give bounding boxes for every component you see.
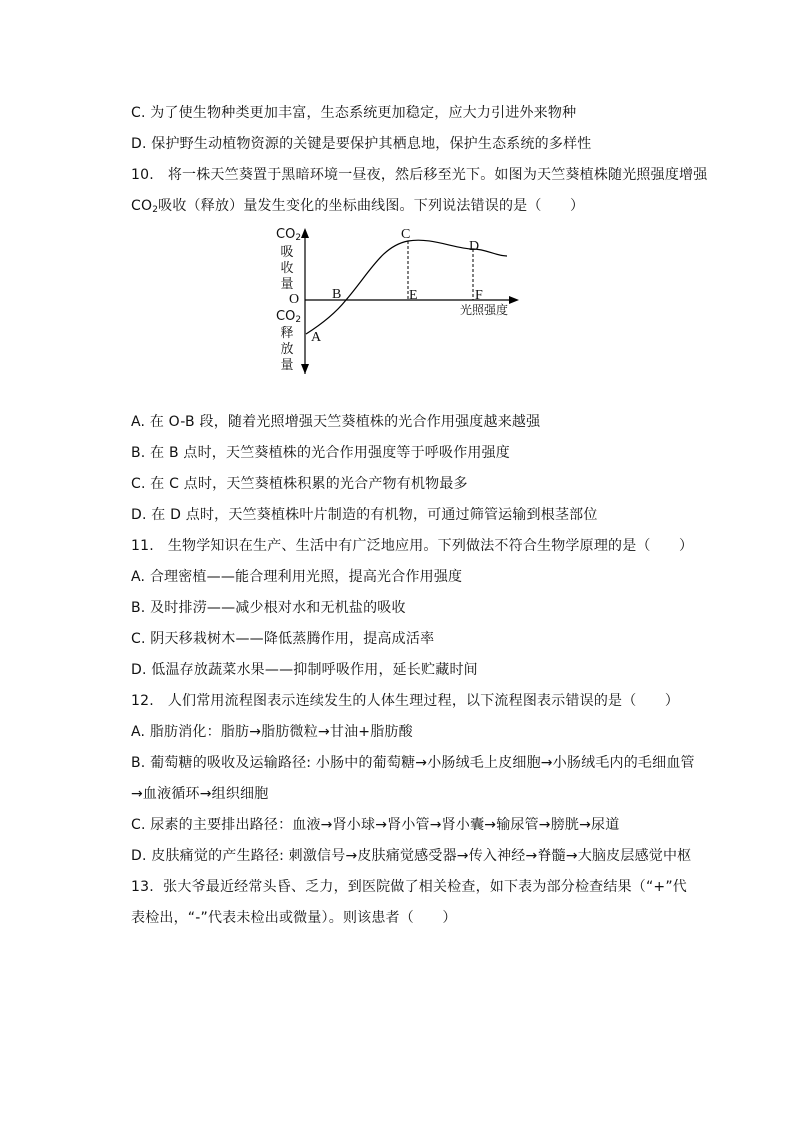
point-a-label: A	[311, 330, 322, 345]
y-axis-top-label-char-2: 收	[280, 261, 294, 276]
y-axis-top-label-co2: $CO_2$	[276, 227, 302, 243]
option-a-q12: A. 脂肪消化：脂肪→脂肪微粒→甘油+脂肪酸	[131, 724, 413, 740]
point-c-label: C	[401, 227, 411, 242]
co2-text: CO	[131, 198, 153, 214]
point-e-label: E	[409, 288, 418, 303]
y-axis-top-label-char-1: 吸	[280, 245, 294, 260]
co2-subscript: 2	[152, 205, 159, 215]
question-13-stem-cont: 表检出，“-”代表未检出或微量）。则该患者（ ）	[131, 910, 457, 926]
option-c-q11: C. 阴天移栽树木——降低蒸腾作用，提高成活率	[131, 631, 435, 647]
option-a-q10: A. 在 O-B 段，随着光照增强天竺葵植株的光合作用强度越来越强	[131, 414, 541, 430]
option-b-q12-cont: →血液循环→组织细胞	[131, 786, 269, 802]
option-d-q11: D. 低温存放蔬菜水果——抑制呼吸作用，延长贮藏时间	[131, 662, 478, 678]
point-d-label: D	[469, 239, 480, 254]
question-13-stem: 13. 张大爷最近经常头昏、乏力，到医院做了相关检查，如下表为部分检查结果（“+”代	[131, 879, 687, 895]
x-axis-label: 光照强度	[460, 303, 509, 317]
y-axis-bottom-label-co2: $CO_2$	[276, 309, 302, 325]
question-10-stem-rest: 吸收（释放）量发生变化的坐标曲线图。下列说法错误的是（ ）	[158, 198, 585, 214]
option-d-q10: D. 在 D 点时，天竺葵植株叶片制造的有机物，可通过筛管运输到根茎部位	[131, 507, 598, 523]
y-axis-bottom-label-char-3: 量	[280, 358, 294, 373]
y-axis-arrow-down	[301, 364, 309, 374]
point-b-label: B	[332, 287, 342, 302]
co2-curve-figure	[270, 224, 530, 376]
option-b-q10: B. 在 B 点时，天竺葵植株的光合作用强度等于呼吸作用强度	[131, 445, 511, 461]
point-f-label: F	[475, 288, 483, 303]
option-b-q12: B. 葡萄糖的吸收及运输路径: 小肠中的葡萄糖→小肠绒毛上皮细胞→小肠绒毛内的毛细血管	[131, 755, 695, 771]
option-d-q9: D. 保护野生动植物资源的关键是要保护其栖息地，保护生态系统的多样性	[131, 136, 592, 152]
option-c-q10: C. 在 C 点时，天竺葵植株积累的光合产物有机物最多	[131, 476, 468, 492]
y-axis-bottom-label-char-1: 释	[280, 326, 294, 341]
x-axis-arrow	[509, 296, 519, 304]
question-11-stem: 11. 生物学知识在生产、生活中有广泛地应用。下列做法不符合生物学原理的是（ ）	[131, 538, 694, 554]
option-c-q9: C. 为了使生物种类更加丰富，生态系统更加稳定，应大力引进外来物种	[131, 105, 577, 121]
option-b-q11: B. 及时排涝——减少根对水和无机盐的吸收	[131, 600, 406, 616]
figure-svg	[270, 224, 530, 376]
y-axis-top-label-char-3: 量	[280, 277, 294, 292]
option-d-q12: D. 皮肤痛觉的产生路径: 刺激信号→皮肤痛觉感受器→传入神经→脊髓→大脑皮层感觉中枢	[131, 848, 692, 864]
question-12-stem: 12. 人们常用流程图表示连续发生的人体生理过程，以下流程图表示错误的是（ ）	[131, 693, 680, 709]
question-10-stem: 10. 将一株天竺葵置于黑暗环境一昼夜，然后移至光下。如图为天竺葵植株随光照强度增强	[131, 167, 708, 183]
y-axis-bottom-label-char-2: 放	[280, 342, 294, 357]
question-10-stem-cont	[131, 197, 584, 219]
option-a-q11: A. 合理密植——能合理利用光照，提高光合作用强度	[131, 569, 463, 585]
option-c-q12: C. 尿素的主要排出路径：血液→肾小球→肾小管→肾小囊→输尿管→膀胱→尿道	[131, 817, 620, 833]
origin-label: O	[289, 292, 300, 307]
y-axis-arrow	[301, 228, 309, 238]
